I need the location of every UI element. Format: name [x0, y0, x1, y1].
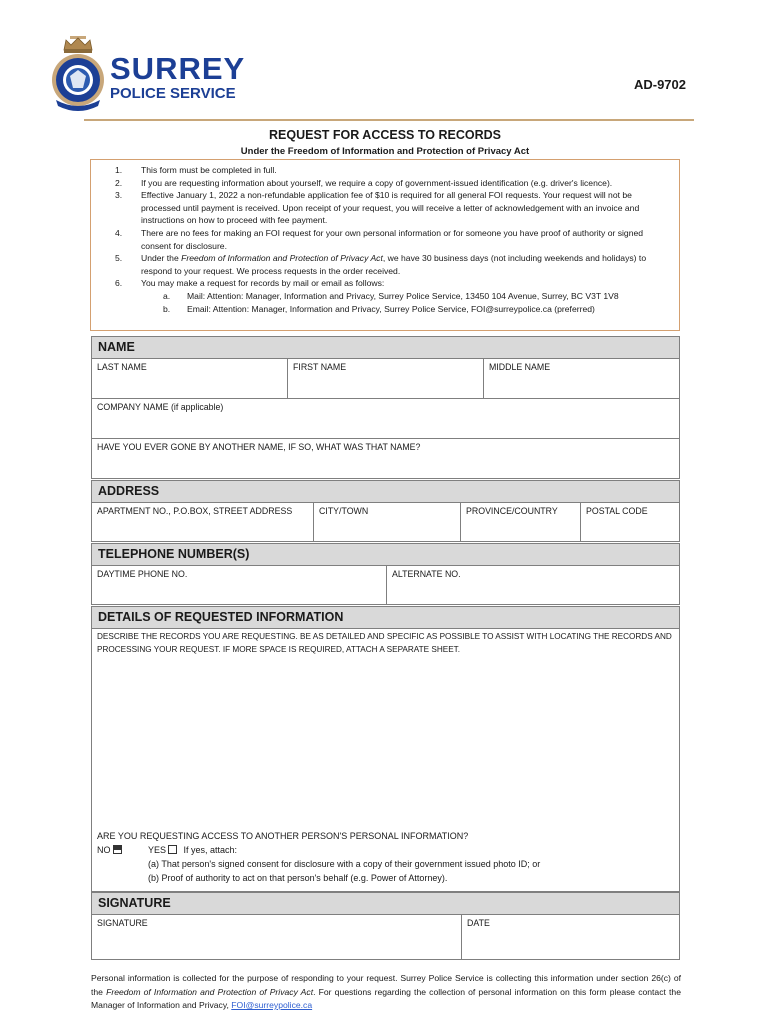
foi-email-link[interactable]: FOI@surreypolice.ca	[231, 1000, 313, 1010]
other-name-field[interactable]: HAVE YOU EVER GONE BY ANOTHER NAME, IF SO, WHAT WAS THAT NAME?	[91, 438, 680, 479]
instruction-item: 4. There are no fees for making an FOI request for your own personal information or for someone you have proof of authority or signed consent for disclosure.	[115, 227, 644, 251]
page-header	[0, 0, 770, 122]
no-checkbox[interactable]	[113, 845, 122, 854]
form-subtitle: Under the Freedom of Information and Protection of Privacy Act	[240, 146, 530, 157]
yes-checkbox[interactable]	[168, 845, 177, 854]
instruction-item: 1. This form must be completed in full.	[115, 165, 277, 175]
instruction-item: 6. You may make a request for records by mail or email as follows:	[115, 278, 385, 289]
instruction-subitem: b. Email: Attention: Manager, Information and Privacy, Surrey Police Service, FOI@surreypolice.ca (preferred)	[163, 303, 595, 314]
brand-subtitle: POLICE SERVICE	[110, 85, 236, 102]
section-heading-name: NAME	[91, 336, 680, 359]
section-heading-address: ADDRESS	[91, 480, 680, 503]
daytime-phone-field[interactable]: DAYTIME PHONE NO.	[91, 565, 387, 605]
attach-label: If yes, attach:	[183, 845, 238, 855]
option-b-text: (b) Proof of authority to act on that person's behalf (e.g. Power of Attorney).	[148, 873, 448, 883]
form-code: AD-9702	[633, 77, 686, 92]
section-heading-telephone: TELEPHONE NUMBER(S)	[91, 543, 680, 566]
no-label: NO	[97, 845, 111, 855]
instruction-item: 3. Effective January 1, 2022 a non-refundable application fee of $10 is required for all general FOI requests. Your request will not be processed until payment is received. Upon receipt of your request, you will receive a letter of acknowledgement with an invoice and instructions on how to proceed with fee payment.	[115, 190, 640, 226]
instructions-box	[90, 159, 680, 331]
city-field[interactable]: CITY/TOWN	[313, 502, 461, 542]
date-field[interactable]: DATE	[461, 914, 680, 960]
instruction-item: 2. If you are requesting information about yourself, we require a copy of government-issued identification (e.g. driver's licence).	[115, 177, 613, 188]
alternate-phone-field[interactable]: ALTERNATE NO.	[386, 565, 680, 605]
other-person-question: ARE YOU REQUESTING ACCESS TO ANOTHER PERSON'S PERSONAL INFORMATION?	[97, 831, 469, 841]
province-field[interactable]: PROVINCE/COUNTRY	[460, 502, 581, 542]
police-crest-logo	[50, 36, 106, 112]
street-address-field[interactable]: APARTMENT NO., P.O.BOX, STREET ADDRESS	[91, 502, 314, 542]
option-a-text: (a) That person's signed consent for disclosure with a copy of their government issued photo ID; or	[148, 859, 541, 869]
postal-code-field[interactable]: POSTAL CODE	[580, 502, 680, 542]
form-title: REQUEST FOR ACCESS TO RECORDS	[269, 128, 501, 142]
header-divider	[84, 119, 694, 121]
records-description-label: DESCRIBE THE RECORDS YOU ARE REQUESTING. BE AS DETAILED AND SPECIFIC AS POSSIBLE TO ASSIST WITH LOCATING THE RECORDS AND PROCESSING YOUR REQUEST. IF MORE SPACE IS REQUIRED, ATTACH A SEPARATE SHEET.	[97, 632, 672, 654]
yes-option[interactable]	[148, 844, 237, 857]
section-heading-details: DETAILS OF REQUESTED INFORMATION	[91, 606, 680, 629]
instruction-subitem: a. Mail: Attention: Manager, Information and Privacy, Surrey Police Service, 13450 104 Avenue, Surrey, BC V3T 1V8	[163, 290, 619, 301]
section-heading-signature: SIGNATURE	[91, 892, 680, 915]
company-name-field[interactable]: COMPANY NAME (if applicable)	[91, 398, 680, 439]
signature-field[interactable]: SIGNATURE	[91, 914, 462, 960]
middle-name-field[interactable]: MIDDLE NAME	[483, 358, 680, 399]
privacy-notice: Personal information is collected for the purpose of responding to your request. Surrey Police Service is collecting this information under section 26(c) of the Freedom of Information and Protection of Privacy Act. For questions regarding the collection of personal information on this form please contact the Manager of Information and Privacy, FOI@surreypolice.ca	[91, 973, 681, 1010]
no-option[interactable]	[97, 844, 122, 857]
yes-label: YES	[148, 845, 167, 855]
brand-name: SURREY	[110, 51, 246, 86]
instruction-item: 5. Under the Freedom of Information and Protection of Privacy Act, we have 30 business days (not including weekends and holidays) to respond to your request. We process requests in the order received.	[115, 253, 647, 276]
last-name-field[interactable]: LAST NAME	[91, 358, 288, 399]
first-name-field[interactable]: FIRST NAME	[287, 358, 484, 399]
